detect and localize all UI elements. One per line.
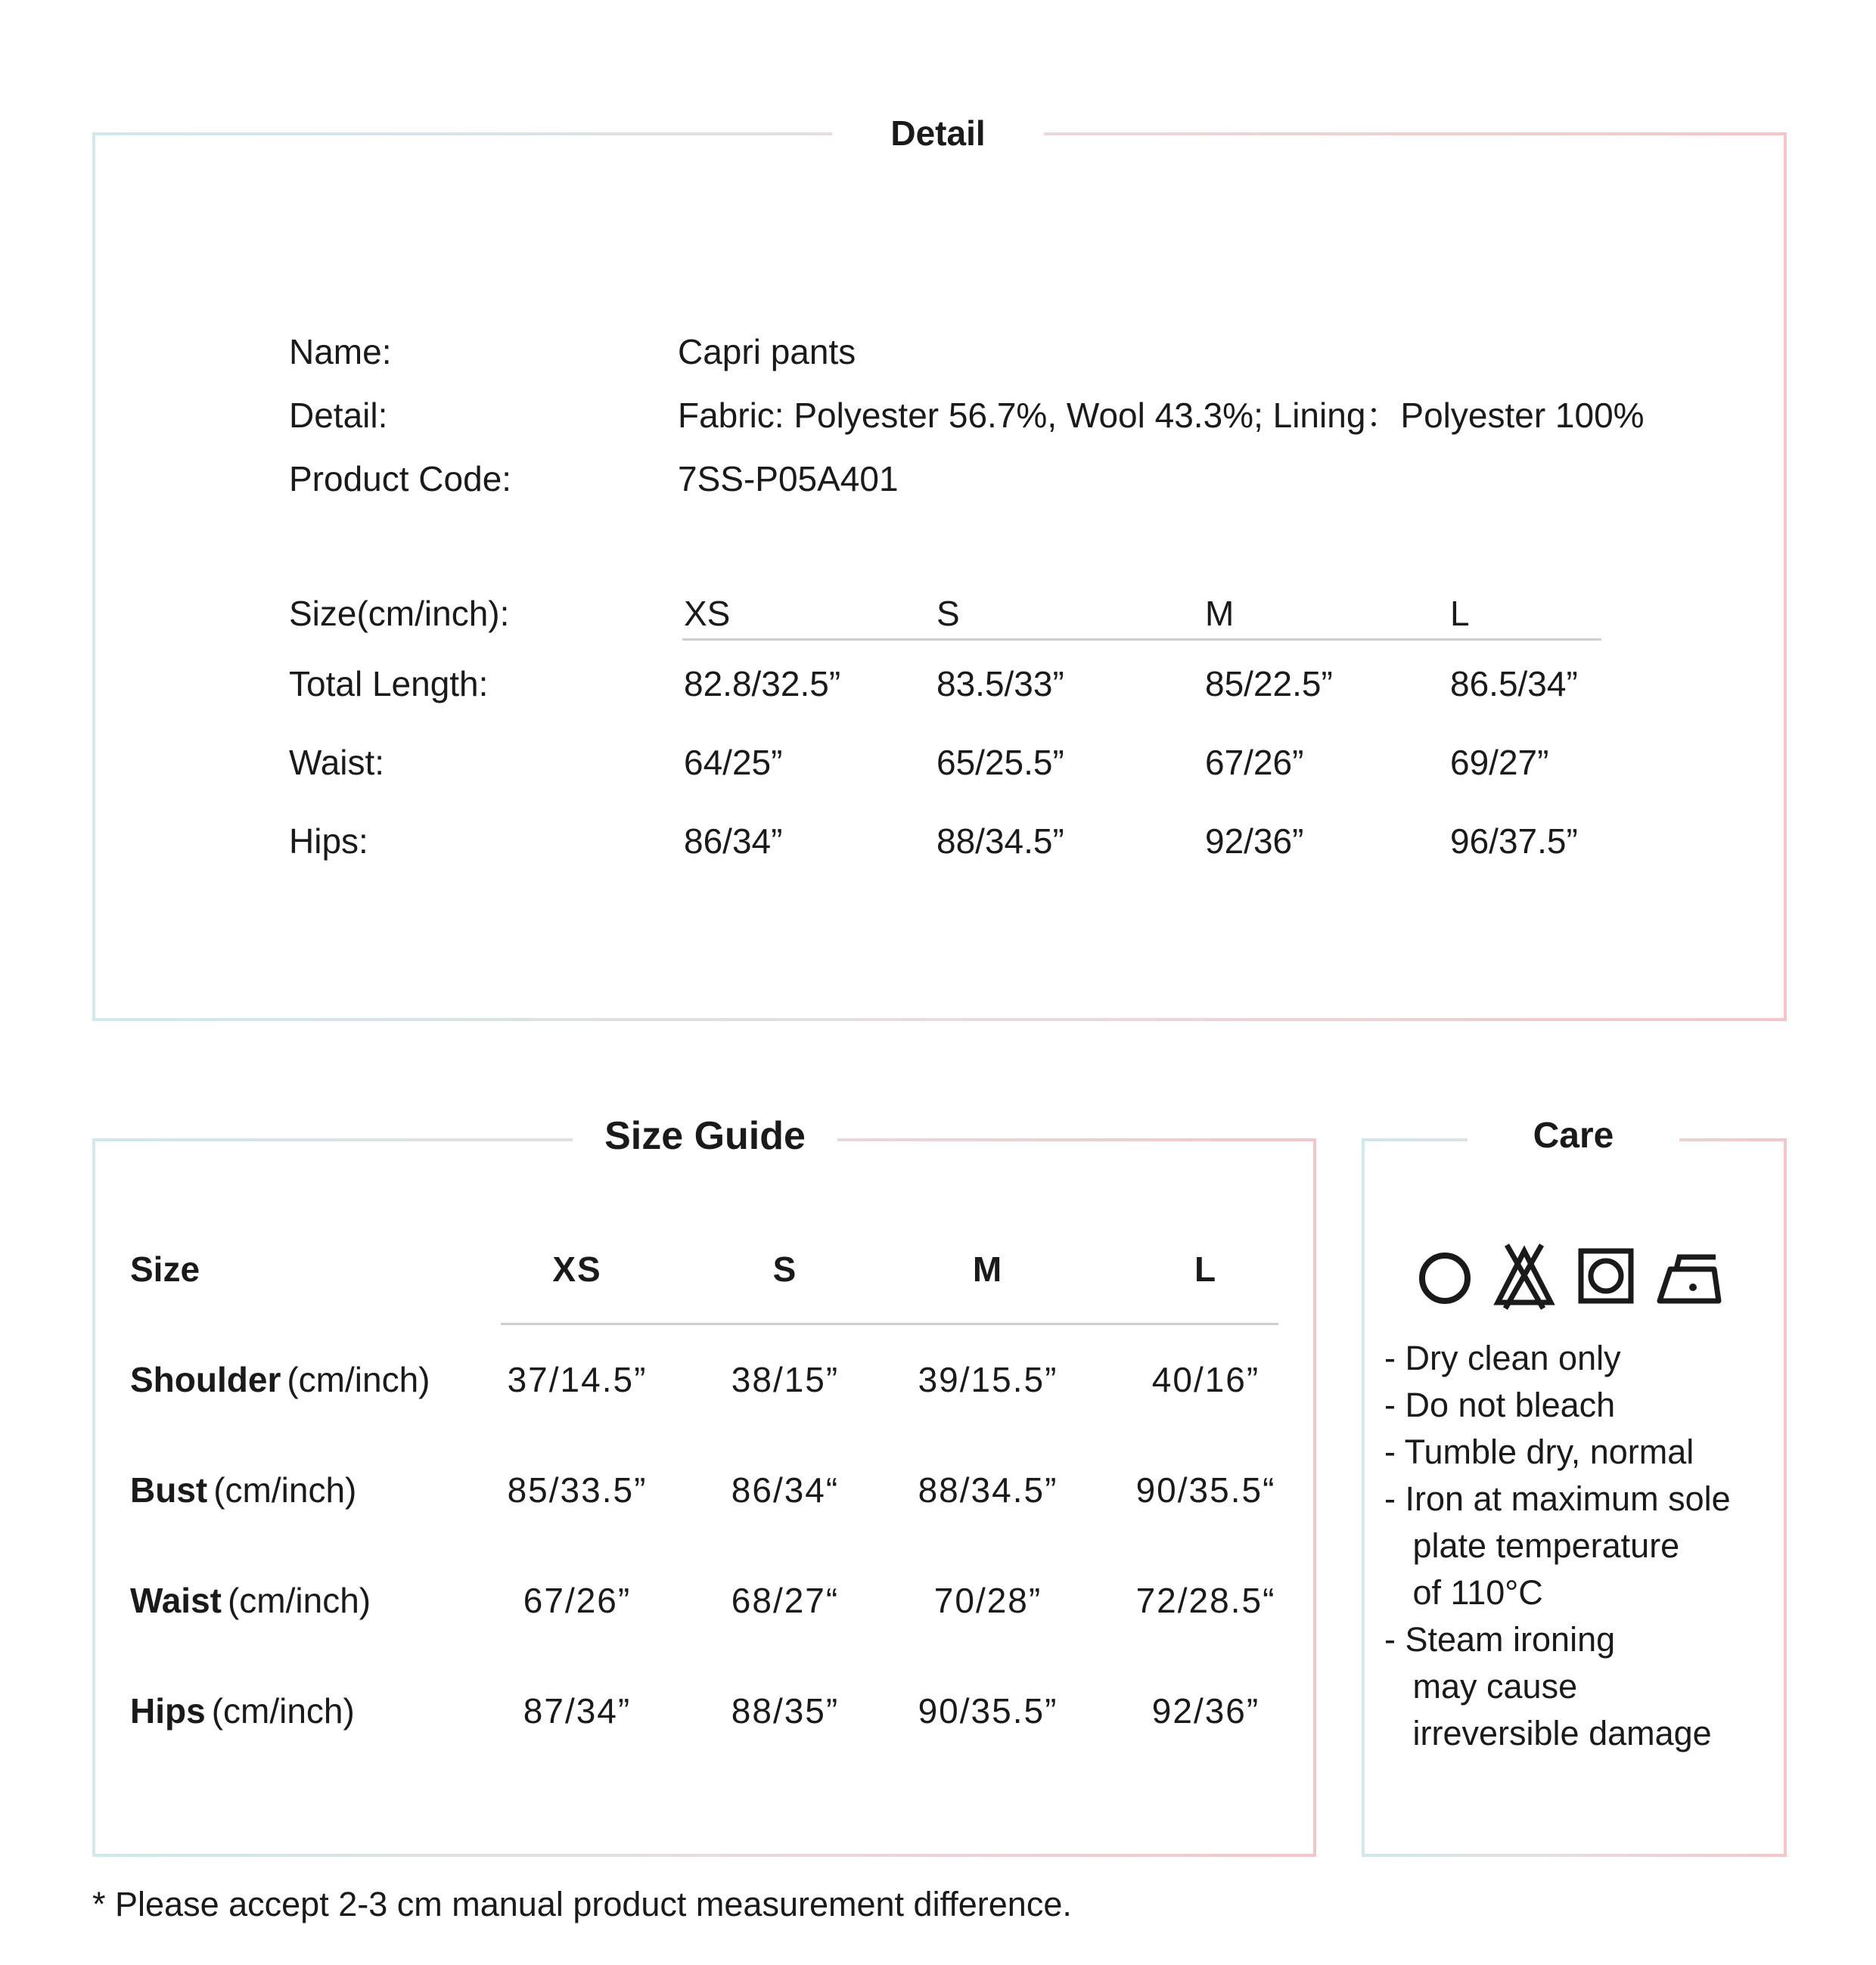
detail-waist-m: 67/26” (1205, 743, 1304, 782)
size-guide-shoulder-unit: (cm/inch) (287, 1360, 430, 1399)
detail-total-length-l: 86.5/34” (1450, 664, 1578, 703)
detail-hips-xs: 86/34” (684, 821, 783, 861)
size-guide-header-m: M (972, 1249, 1004, 1289)
detail-size-label: Size(cm/inch): (289, 594, 510, 633)
detail-size-xs: XS (684, 594, 731, 633)
size-guide-row-label (130, 1469, 356, 1511)
detail-waist-xs: 64/25” (684, 743, 783, 782)
size-guide-waist-m: 70/28” (933, 1581, 1042, 1620)
size-guide-bust-l: 90/35.5“ (1135, 1470, 1276, 1510)
detail-total-length-xs: 82.8/32.5” (684, 664, 841, 703)
size-guide-bust-s: 86/34“ (731, 1470, 840, 1510)
detail-title: Detail (832, 106, 1044, 160)
size-guide-hips-l: 92/36” (1151, 1691, 1260, 1731)
detail-size-m: M (1205, 594, 1235, 633)
size-guide-shoulder-m: 39/15.5” (918, 1360, 1058, 1399)
size-guide-row-label (130, 1358, 430, 1401)
care-line-iron-3: of 110°C (1384, 1573, 1543, 1612)
size-guide-shoulder-name: Shoulder (130, 1360, 281, 1399)
detail-name-label: Name: (289, 332, 392, 371)
detail-detail-label: Detail: (289, 396, 388, 435)
detail-hips-label: Hips: (289, 821, 368, 861)
detail-waist-label: Waist: (289, 743, 385, 782)
size-guide-hips-name: Hips (130, 1691, 206, 1731)
size-guide-bust-name: Bust (130, 1470, 208, 1510)
care-line-iron-2: plate temperature (1384, 1526, 1680, 1565)
care-line-iron: - Iron at maximum sole (1384, 1479, 1731, 1518)
detail-total-length-label: Total Length: (289, 664, 489, 703)
size-guide-shoulder-l: 40/16” (1151, 1360, 1260, 1399)
size-guide-waist-xs: 67/26” (523, 1581, 632, 1620)
care-title: Care (1468, 1109, 1679, 1163)
size-guide-row-label (130, 1690, 355, 1732)
size-guide-waist-s: 68/27“ (731, 1581, 840, 1620)
size-guide-header-label: Size (130, 1249, 200, 1289)
tumble-dry-icon (1573, 1240, 1646, 1313)
size-guide-hips-s: 88/35” (731, 1691, 840, 1731)
detail-waist-s: 65/25.5” (936, 743, 1064, 782)
size-guide-title: Size Guide (573, 1107, 837, 1165)
detail-size-s: S (936, 594, 960, 633)
care-line-no-bleach: - Do not bleach (1384, 1386, 1616, 1424)
size-guide-waist-l: 72/28.5“ (1135, 1581, 1276, 1620)
size-guide-waist-unit: (cm/inch) (227, 1581, 371, 1620)
size-guide-shoulder-s: 38/15” (731, 1360, 840, 1399)
size-guide-bust-xs: 85/33.5” (507, 1470, 648, 1510)
detail-hips-m: 92/36” (1205, 821, 1304, 861)
dry-clean-icon (1413, 1240, 1486, 1313)
detail-detail-value: Fabric: Polyester 56.7%, Wool 43.3%; Lining：Polyester 100% (678, 396, 1645, 435)
detail-panel (92, 132, 1787, 1021)
care-line-steam: - Steam ironing (1384, 1620, 1616, 1659)
detail-hips-s: 88/34.5” (936, 821, 1064, 861)
size-guide-header-divider (501, 1323, 1278, 1325)
do-not-bleach-icon (1490, 1240, 1558, 1313)
care-line-tumble-dry: - Tumble dry, normal (1384, 1433, 1694, 1471)
size-guide-bust-m: 88/34.5” (918, 1470, 1058, 1510)
detail-size-divider (682, 638, 1601, 641)
care-line-steam-2: may cause (1384, 1667, 1578, 1706)
size-guide-hips-xs: 87/34” (523, 1691, 632, 1731)
size-guide-header-xs: XS (552, 1249, 602, 1289)
size-guide-bust-unit: (cm/inch) (213, 1470, 357, 1510)
measurement-footnote: * Please accept 2-3 cm manual product measurement difference. (92, 1885, 1072, 1923)
detail-hips-l: 96/37.5” (1450, 821, 1578, 861)
size-guide-hips-m: 90/35.5” (918, 1691, 1058, 1731)
detail-total-length-m: 85/22.5” (1205, 664, 1333, 703)
detail-product-code-label: Product Code: (289, 459, 512, 498)
detail-product-code-value: 7SS-P05A401 (678, 459, 899, 498)
detail-name-value: Capri pants (678, 332, 856, 371)
iron-icon (1654, 1240, 1729, 1313)
size-guide-shoulder-xs: 37/14.5” (507, 1360, 648, 1399)
detail-total-length-s: 83.5/33” (936, 664, 1064, 703)
detail-waist-l: 69/27” (1450, 743, 1549, 782)
size-guide-row-label (130, 1579, 371, 1622)
size-guide-header-s: S (772, 1249, 798, 1289)
size-guide-hips-unit: (cm/inch) (211, 1691, 355, 1731)
size-guide-waist-name: Waist (130, 1581, 222, 1620)
care-line-dry-clean: - Dry clean only (1384, 1339, 1621, 1377)
size-guide-header-l: L (1194, 1249, 1218, 1289)
care-line-steam-3: irreversible damage (1384, 1714, 1712, 1752)
detail-size-l: L (1450, 594, 1470, 633)
